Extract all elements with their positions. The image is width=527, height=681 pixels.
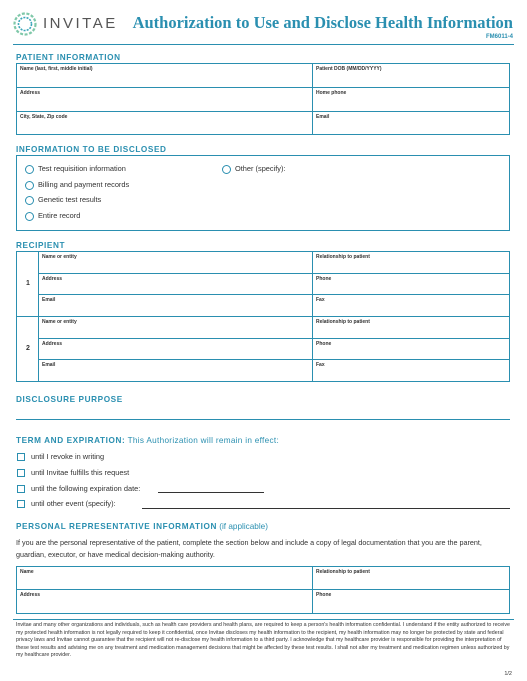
patient-name-field[interactable] bbox=[17, 64, 313, 88]
invitae-logo-icon bbox=[13, 12, 37, 36]
patient-section-title: PATIENT INFORMATION bbox=[16, 53, 121, 62]
field-label: Relationship to patient bbox=[316, 569, 370, 575]
representative-relationship-field[interactable] bbox=[313, 567, 509, 590]
radio-icon[interactable] bbox=[25, 212, 34, 221]
field-label: Name or entity bbox=[42, 254, 77, 260]
footer-disclaimer: Invitae and many other organizations and individuals, such as health care providers and health plans, are required to keep a person's health information confidential. I understand if the entity authorized to receive my protected health information is not legally required to keep it confidential, once Invitae discloses my health information to the recipient, my health information may no longer be protected by state and federal privacy laws and Invitae cannot guarantee that the recipient will not re-disclose my health information to a third party. I acknowledge that my healthcare provider is responsible for providing the interpretation of these test results and advising me on any treatment and medication management decisions that might be affected by these test results. I shall not alter my treatment and medication regimen unless authorized by my healthcare provider. bbox=[16, 622, 510, 659]
representative-section-title bbox=[16, 522, 268, 531]
recipient-2-address-field[interactable] bbox=[39, 339, 313, 360]
field-label: Fax bbox=[316, 297, 325, 303]
recipient-1-address-field[interactable] bbox=[39, 274, 313, 295]
representative-phone-field[interactable] bbox=[313, 590, 509, 613]
radio-icon[interactable] bbox=[25, 181, 34, 190]
option-label: Billing and payment records bbox=[38, 180, 130, 189]
radio-icon[interactable] bbox=[25, 165, 34, 174]
patient-city-field[interactable] bbox=[17, 112, 313, 134]
header-divider bbox=[13, 44, 514, 45]
recipient-number: 1 bbox=[26, 280, 30, 287]
patient-email-label: Email bbox=[316, 114, 330, 120]
option-entire-record[interactable] bbox=[25, 211, 80, 221]
representative-heading: PERSONAL REPRESENTATIVE INFORMATION bbox=[16, 522, 217, 531]
recipient-1-relationship-field[interactable] bbox=[313, 252, 509, 274]
recipient-1-email-field[interactable] bbox=[39, 295, 313, 317]
term-heading: TERM AND EXPIRATION: bbox=[16, 436, 126, 445]
recipient-2-number-cell bbox=[17, 317, 39, 381]
patient-address-label: Address bbox=[20, 90, 41, 96]
option-label: Entire record bbox=[38, 211, 81, 220]
option-test-requisition[interactable] bbox=[25, 164, 126, 174]
representative-instructions: If you are the personal representative of the patient, complete the section below and include a copy of legal documentation that you are the parent, guardian, executor, or have medical decision-making authority. bbox=[16, 538, 482, 559]
option-label: until other event (specify): bbox=[31, 499, 116, 508]
recipient-1-phone-field[interactable] bbox=[313, 274, 509, 295]
other-event-line[interactable] bbox=[142, 508, 510, 509]
recipient-number: 2 bbox=[26, 345, 30, 352]
checkbox-icon[interactable] bbox=[17, 485, 25, 493]
purpose-input-line[interactable] bbox=[16, 419, 510, 420]
term-option-fulfills[interactable] bbox=[17, 468, 129, 477]
checkbox-icon[interactable] bbox=[17, 453, 25, 461]
recipient-1-name-field[interactable] bbox=[39, 252, 313, 274]
term-option-revoke[interactable] bbox=[17, 452, 104, 461]
option-billing-records[interactable] bbox=[25, 180, 129, 190]
field-label: Email bbox=[42, 297, 56, 303]
representative-name-field[interactable] bbox=[17, 567, 313, 590]
patient-city-label: City, State, Zip code bbox=[20, 114, 68, 120]
expiration-date-line[interactable] bbox=[158, 492, 264, 493]
option-label: until I revoke in writing bbox=[31, 452, 105, 461]
form-code: FM6011-4 bbox=[485, 34, 513, 40]
radio-icon[interactable] bbox=[222, 165, 231, 174]
patient-name-label: Name (last, first, middle initial) bbox=[20, 66, 93, 72]
patient-address-field[interactable] bbox=[17, 88, 313, 112]
recipient-2-email-field[interactable] bbox=[39, 360, 313, 381]
page-number: 1/2 bbox=[504, 671, 512, 677]
recipient-2-phone-field[interactable] bbox=[313, 339, 509, 360]
recipient-section-title: RECIPIENT bbox=[16, 241, 66, 250]
option-other[interactable] bbox=[222, 164, 286, 174]
recipient-2-fax-field[interactable] bbox=[313, 360, 509, 381]
term-option-other-event[interactable] bbox=[17, 499, 116, 508]
patient-dob-label: Patient DOB (MM/DD/YYYY) bbox=[316, 66, 382, 72]
term-section-title bbox=[16, 436, 279, 445]
invitae-logo bbox=[13, 12, 133, 36]
option-label: until the following expiration date: bbox=[31, 484, 141, 493]
field-label: Address bbox=[20, 592, 41, 598]
purpose-section-title: DISCLOSURE PURPOSE bbox=[16, 395, 123, 404]
recipient-2-name-field[interactable] bbox=[39, 317, 313, 339]
patient-home-phone-label: Home phone bbox=[316, 90, 347, 96]
field-label: Name or entity bbox=[42, 319, 77, 325]
option-label: Test requisition information bbox=[38, 164, 126, 173]
field-label: Name bbox=[20, 569, 34, 575]
patient-home-phone-field[interactable] bbox=[313, 88, 509, 112]
patient-info-box bbox=[16, 63, 510, 135]
disclosed-box bbox=[16, 155, 510, 231]
representative-qualifier: (if applicable) bbox=[219, 522, 268, 531]
patient-email-field[interactable] bbox=[313, 112, 509, 134]
field-label: Address bbox=[42, 276, 63, 282]
footer-divider bbox=[13, 619, 514, 620]
field-label: Relationship to patient bbox=[316, 319, 370, 325]
field-label: Fax bbox=[316, 362, 325, 368]
page-title: Authorization to Use and Disclose Health Information bbox=[132, 13, 513, 32]
field-label: Email bbox=[42, 362, 56, 368]
recipient-1-number-cell bbox=[17, 252, 39, 317]
recipient-2-relationship-field[interactable] bbox=[313, 317, 509, 339]
field-label: Phone bbox=[316, 276, 332, 282]
field-label: Address bbox=[42, 341, 63, 347]
option-label: Other (specify): bbox=[235, 164, 286, 173]
disclosed-section-title: INFORMATION TO BE DISCLOSED bbox=[16, 145, 167, 154]
representative-box bbox=[16, 566, 510, 614]
field-label: Phone bbox=[316, 592, 332, 598]
logo-text: INVITAE bbox=[43, 15, 118, 32]
option-label: Genetic test results bbox=[38, 195, 102, 204]
checkbox-icon[interactable] bbox=[17, 469, 25, 477]
representative-address-field[interactable] bbox=[17, 590, 313, 613]
option-label: until Invitae fulfills this request bbox=[31, 468, 130, 477]
field-label: Relationship to patient bbox=[316, 254, 370, 260]
radio-icon[interactable] bbox=[25, 196, 34, 205]
patient-dob-field[interactable] bbox=[313, 64, 509, 88]
term-option-expiration[interactable] bbox=[17, 484, 140, 493]
recipient-1-fax-field[interactable] bbox=[313, 295, 509, 317]
option-genetic-results[interactable] bbox=[25, 195, 101, 205]
term-subheading: This Authorization will remain in effect: bbox=[127, 436, 280, 445]
recipient-box bbox=[16, 251, 510, 382]
field-label: Phone bbox=[316, 341, 332, 347]
checkbox-icon[interactable] bbox=[17, 500, 25, 508]
